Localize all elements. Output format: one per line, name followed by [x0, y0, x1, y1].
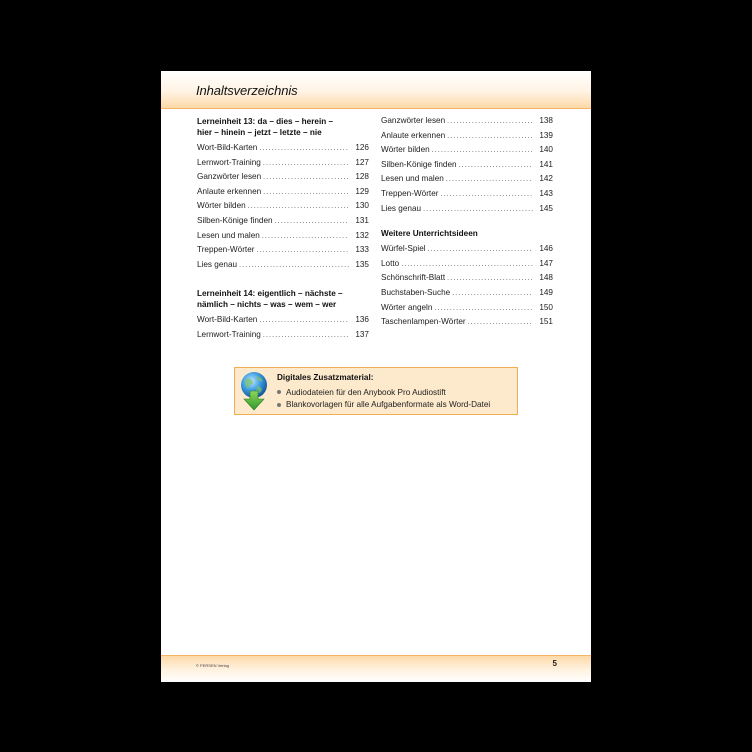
toc-entry[interactable]: Treppen-Wörter . . . 133: [197, 245, 369, 260]
toc-entry[interactable]: Silben-Könige finden . . . 131: [197, 216, 369, 231]
section-title-weitere-unterrichtsideen: Weitere Unterrichtsideen: [381, 229, 478, 239]
leader-dots: [428, 246, 533, 253]
toc-entry[interactable]: Lotto . . . 147: [381, 259, 553, 274]
leader-dots: [262, 233, 349, 240]
toc-entry[interactable]: Wörter bilden . . . 140: [381, 145, 553, 160]
leader-dots: [452, 290, 533, 297]
toc-entry[interactable]: Buchstaben-Suche . . . 149: [381, 288, 553, 303]
bullet-icon: [277, 390, 281, 394]
toc-entry[interactable]: Wörter bilden . . . 130: [197, 201, 369, 216]
info-list-item: Audiodateien für den Anybook Pro Audiostift: [277, 386, 490, 399]
leader-dots: [263, 174, 349, 181]
info-box-list: [277, 386, 490, 411]
leader-dots: [447, 275, 533, 282]
leader-dots: [239, 262, 349, 269]
toc-entry[interactable]: Treppen-Wörter . . . 143: [381, 189, 553, 204]
leader-dots: [263, 189, 349, 196]
leader-dots: [248, 203, 349, 210]
toc-entry[interactable]: Wort-Bild-Karten . . . 126: [197, 143, 369, 158]
leader-dots: [434, 305, 533, 312]
section-gap: [381, 218, 553, 228]
document-page: [161, 71, 591, 681]
leader-dots: [447, 133, 533, 140]
globe-download-icon: [239, 371, 271, 411]
toc-entry[interactable]: Lernwort-Training . . . 137: [197, 330, 369, 345]
toc-entry[interactable]: Anlaute erkennen . . . 139: [381, 131, 553, 146]
leader-dots: [440, 191, 533, 198]
toc-entry[interactable]: Silben-Könige finden . . . 141: [381, 160, 553, 175]
leader-dots: [447, 118, 533, 125]
toc-left-column: [197, 116, 369, 345]
leader-dots: [263, 332, 349, 339]
leader-dots: [256, 247, 349, 254]
copyright-text: © PERSEN Verlag: [196, 663, 229, 668]
page-title: Inhaltsverzeichnis: [196, 83, 298, 98]
leader-dots: [459, 162, 533, 169]
leader-dots: [432, 147, 533, 154]
toc-entry[interactable]: Schönschrift-Blatt . . . 148: [381, 273, 553, 288]
info-list-item: Blankovorlagen für alle Aufgabenformate als Word-Datei: [277, 399, 490, 412]
page-footer: [161, 655, 591, 682]
leader-dots: [259, 145, 349, 152]
toc-entry[interactable]: Lies genau . . . 145: [381, 204, 553, 219]
section-title-lerneinheit-13: Lerneinheit 13: da – dies – herein – hier – hinein – jetzt – letzte – nie: [197, 117, 334, 137]
page-number: 5: [552, 659, 557, 668]
toc-entry[interactable]: Anlaute erkennen . . . 129: [197, 187, 369, 202]
toc-entry[interactable]: Ganzwörter lesen . . . 128: [197, 172, 369, 187]
info-box-title: Digitales Zusatzmaterial:: [277, 373, 374, 382]
leader-dots: [468, 319, 533, 326]
toc-entry[interactable]: Lernwort-Training . . . 127: [197, 158, 369, 173]
digital-material-box: [234, 367, 518, 415]
page-header: [161, 71, 591, 109]
toc-entry[interactable]: Lesen und malen . . . 142: [381, 174, 553, 189]
leader-dots: [275, 218, 349, 225]
leader-dots: [259, 317, 349, 324]
leader-dots: [401, 261, 533, 268]
toc-entry[interactable]: Lesen und malen . . . 132: [197, 231, 369, 246]
leader-dots: [446, 176, 533, 183]
leader-dots: [423, 206, 533, 213]
toc-entry[interactable]: Ganzwörter lesen . . . 138: [381, 116, 553, 131]
section-title-lerneinheit-14: Lerneinheit 14: eigentlich – nächste – nämlich – nichts – was – wem – wer: [197, 289, 343, 310]
section-gap: [197, 274, 369, 288]
leader-dots: [263, 160, 349, 167]
toc-entry[interactable]: Wörter angeln . . . 150: [381, 303, 553, 318]
bullet-icon: [277, 403, 281, 407]
toc-entry[interactable]: Würfel-Spiel . . . 146: [381, 244, 553, 259]
toc-entry[interactable]: Lies genau . . . 135: [197, 260, 369, 275]
toc-right-column: [381, 116, 553, 332]
toc-entry[interactable]: Wort-Bild-Karten . . . 136: [197, 315, 369, 330]
toc-entry[interactable]: Taschenlampen-Wörter . . . 151: [381, 317, 553, 332]
